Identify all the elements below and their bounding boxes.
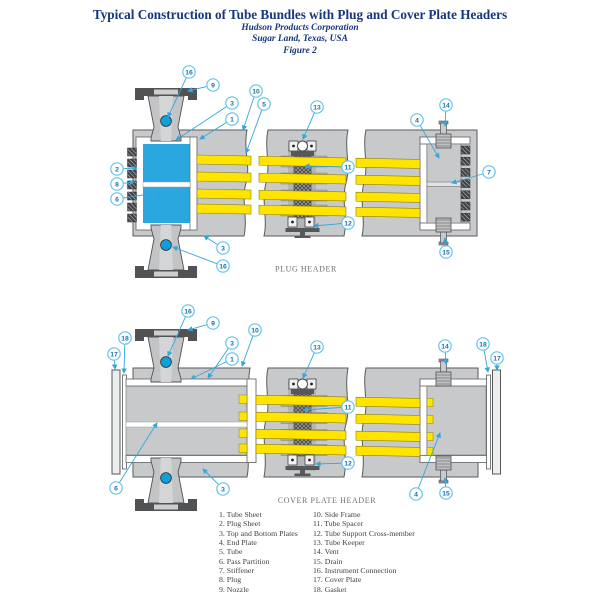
tube — [356, 397, 420, 407]
figure-title: Typical Construction of Tube Bundles with Plug and Cover Plate Headers — [92, 7, 508, 22]
tube-sheet — [420, 137, 427, 230]
plug — [128, 170, 137, 178]
legend-number: 14. — [313, 547, 325, 557]
leader-line — [188, 325, 207, 330]
legend-label: Pass Partition — [226, 556, 270, 566]
drain — [436, 456, 451, 483]
leader-line — [243, 97, 254, 130]
callout-number: 1 — [230, 356, 234, 364]
callout-number: 17 — [110, 351, 118, 359]
callout-number: 18 — [121, 335, 129, 343]
cover-plate — [493, 370, 501, 474]
callout-number: 9 — [211, 82, 215, 90]
tube — [197, 172, 251, 182]
tube — [356, 446, 420, 456]
leader-line — [204, 236, 217, 244]
legend-label: Top and Bottom Plates — [226, 528, 298, 538]
legend-number: 18. — [313, 584, 325, 594]
pass-partition — [126, 422, 247, 427]
legend-label: Instrument Connection — [324, 566, 397, 576]
legend-number: 8. — [219, 575, 227, 585]
legend-label: Nozzle — [226, 584, 249, 594]
tube — [356, 192, 420, 202]
plug — [128, 148, 137, 156]
legend-number: 6. — [219, 556, 227, 566]
leader-line — [445, 238, 446, 245]
callout-number: 14 — [441, 343, 449, 351]
legend-number: 3. — [219, 528, 227, 538]
legend-item — [219, 585, 305, 594]
legend-item — [219, 538, 305, 547]
legend-item — [219, 557, 305, 566]
bottom-plate — [126, 456, 256, 463]
callout-number: 5 — [262, 101, 266, 109]
tube-end — [427, 399, 433, 407]
callout-number: 6 — [114, 485, 118, 493]
drain — [436, 218, 451, 245]
callout-10 — [242, 324, 261, 366]
tube — [256, 412, 346, 423]
legend-item — [313, 538, 415, 547]
legend-number: 15. — [313, 556, 325, 566]
legend-column-1 — [219, 510, 305, 594]
legend-label: Vent — [324, 547, 339, 557]
callout-17 — [108, 348, 120, 369]
callout-number: 9 — [211, 320, 215, 328]
tube — [256, 444, 346, 455]
header-interior — [126, 386, 247, 455]
callout-number: 15 — [442, 490, 450, 498]
cover-plate-header-diagram — [108, 305, 503, 511]
leader-line — [445, 478, 446, 486]
legend-label: Stiffener — [226, 566, 254, 576]
plug — [461, 168, 470, 176]
legend-item — [219, 510, 305, 519]
callout-number: 1 — [230, 116, 234, 124]
company-location: Sugar Land, Texas, USA — [252, 34, 348, 45]
legend-label: Tube Spacer — [324, 519, 364, 529]
legend-item — [219, 529, 305, 538]
legend-label: Gasket — [324, 584, 347, 594]
callout-number: 13 — [313, 344, 321, 352]
leader-line — [484, 350, 488, 372]
callout-number: 17 — [493, 355, 501, 363]
callout-number: 12 — [344, 460, 352, 468]
tube-end — [239, 395, 247, 404]
plug-header-caption: PLUG HEADER — [275, 264, 337, 274]
legend-number: 13. — [313, 538, 325, 548]
callout-number: 6 — [115, 196, 119, 204]
legend-number: 4. — [219, 538, 227, 548]
tube — [197, 204, 251, 214]
legend-item — [313, 529, 415, 538]
tube — [259, 205, 346, 216]
leader-line — [246, 110, 262, 153]
callout-number: 16 — [185, 69, 193, 77]
legend-item — [313, 557, 415, 566]
legend-number: 16. — [313, 566, 325, 576]
callout-number: 11 — [344, 404, 352, 412]
cover-plate-header-caption: COVER PLATE HEADER — [277, 496, 377, 505]
tube-end — [239, 429, 247, 438]
callout-number: 3 — [230, 100, 234, 108]
legend-number: 9. — [219, 584, 227, 594]
plug — [461, 213, 470, 221]
tube — [259, 173, 346, 184]
plug — [128, 203, 137, 211]
legend-number: 2. — [219, 519, 227, 529]
tube — [197, 189, 251, 199]
plug — [128, 159, 137, 167]
legend-column-2 — [313, 510, 415, 594]
legend-label: Plug — [226, 575, 242, 585]
leader-line — [242, 336, 253, 366]
callout-number: 7 — [487, 169, 491, 177]
leader-line — [445, 353, 446, 364]
tube-sheet — [420, 379, 427, 463]
tube-keeper-pin — [298, 141, 308, 151]
plug — [461, 146, 470, 154]
legend-label: Tube Sheet — [226, 510, 262, 519]
tube — [356, 431, 420, 441]
tube-end — [239, 412, 247, 421]
legend-item — [313, 519, 415, 528]
tube — [356, 158, 420, 168]
vent — [436, 121, 451, 148]
legend-label: Tube — [226, 547, 243, 557]
callout-number: 13 — [313, 104, 321, 112]
legend-number: 11. — [313, 519, 325, 529]
cover-plate — [112, 370, 120, 474]
callout-number: 12 — [344, 220, 352, 228]
legend-number: 5. — [219, 547, 227, 557]
legend-label: Tube Keeper — [324, 538, 365, 548]
pass-partition — [143, 182, 190, 187]
legend-number: 1. — [219, 510, 227, 519]
legend-item — [313, 585, 415, 594]
callout-number: 18 — [479, 341, 487, 349]
legend-number: 17. — [313, 575, 325, 585]
tube-end — [427, 416, 433, 424]
tube — [256, 395, 346, 406]
callout-3 — [204, 236, 229, 254]
legend-item — [219, 519, 305, 528]
legend-item — [219, 566, 305, 575]
callout-number: 3 — [221, 486, 225, 494]
callout-number: 3 — [221, 245, 225, 253]
tube — [256, 429, 346, 440]
legend-number: 7. — [219, 566, 227, 576]
leader-line — [114, 361, 115, 369]
tube — [356, 175, 420, 185]
leader-line — [124, 345, 125, 373]
company-name: Hudson Products Corporation — [241, 23, 359, 33]
legend-number: 10. — [313, 510, 325, 519]
callout-number: 8 — [115, 181, 119, 189]
tube — [356, 207, 420, 217]
callout-number: 10 — [251, 327, 259, 335]
plug-header-diagram — [111, 66, 495, 278]
legend-item — [219, 575, 305, 584]
plug — [461, 157, 470, 165]
tube-keeper-pin — [298, 379, 308, 389]
top-plate — [126, 379, 256, 386]
vent — [436, 359, 451, 386]
tube — [197, 155, 251, 165]
gasket — [487, 375, 491, 469]
tube-end — [427, 433, 433, 441]
plug — [461, 202, 470, 210]
callout-number: 16 — [184, 308, 192, 316]
callout-number: 4 — [414, 491, 418, 499]
tube-sheet — [247, 379, 256, 463]
callout-number: 16 — [219, 263, 227, 271]
tube — [356, 414, 420, 424]
stiffener — [427, 182, 461, 187]
top-plate — [420, 379, 490, 386]
legend-item — [313, 566, 415, 575]
callout-17 — [491, 352, 503, 370]
legend-item — [313, 510, 415, 519]
callout-number: 11 — [344, 164, 352, 172]
callout-number: 2 — [115, 166, 119, 174]
parts-legend — [219, 510, 415, 594]
figure-number: Figure 2 — [283, 45, 317, 56]
callout-18 — [477, 338, 489, 372]
tube — [259, 190, 346, 201]
legend-label: Tube Support Cross-member — [324, 528, 415, 538]
tube-end — [239, 444, 247, 453]
legend-label: End Plate — [226, 538, 257, 548]
plug — [461, 180, 470, 188]
callout-18 — [119, 332, 131, 373]
plug — [128, 214, 137, 222]
legend-label: Drain — [324, 556, 343, 566]
legend-number: 12. — [313, 528, 325, 538]
legend-item — [313, 547, 415, 556]
legend-label: Cover Plate — [324, 575, 362, 585]
callout-number: 14 — [442, 102, 450, 110]
callout-number: 3 — [230, 340, 234, 348]
tube — [259, 156, 346, 167]
legend-item — [313, 575, 415, 584]
callout-number: 15 — [442, 249, 450, 257]
callout-number: 4 — [415, 117, 419, 125]
legend-label: Side Frame — [324, 510, 361, 519]
plug — [461, 191, 470, 199]
legend-label: Plug Sheet — [226, 519, 261, 529]
callout-number: 10 — [252, 88, 260, 96]
callout-9 — [188, 317, 219, 330]
legend-item — [219, 547, 305, 556]
